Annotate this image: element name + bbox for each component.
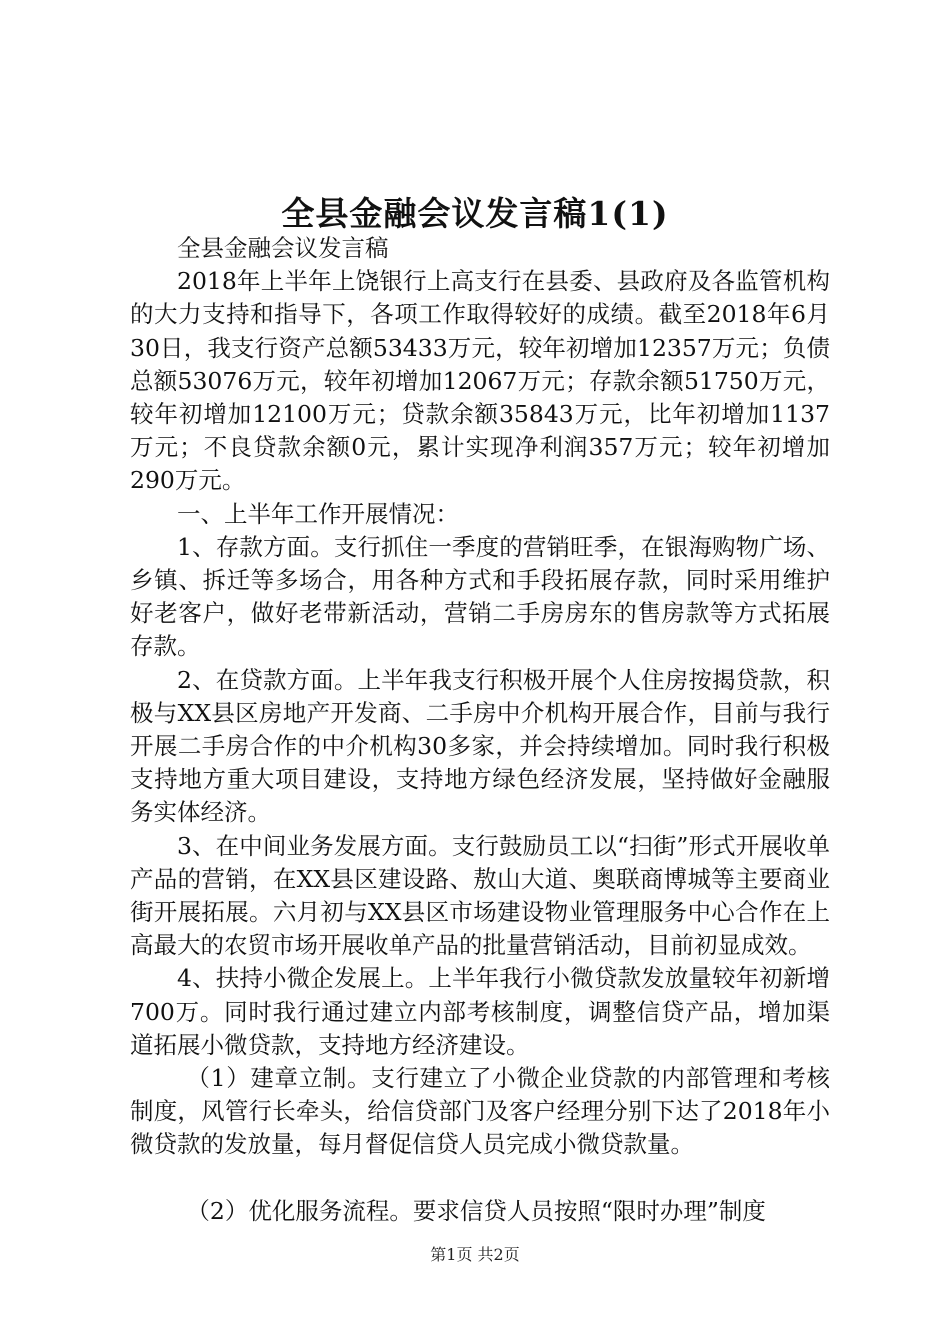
document-title: 全县金融会议发言稿1(1): [281, 194, 669, 233]
paragraph-deposits: 1、存款方面。支行抓住一季度的营销旺季，在银海购物广场、乡镇、拆迁等多场合，用各种方式和手段拓展存款，同时采用维护好老客户，做好老带新活动，营销二手房房东的售房款等方式拓展存款。: [130, 532, 830, 661]
paragraph-intermediary-business: 3、在中间业务发展方面。支行鼓励员工以“扫街”形式开展收单产品的营销，在XX县区建设路、敖山大道、奥联商博城等主要商业街开展拓展。六月初与XX县区市场建设物业管理服务中心合作在上高最大的农贸市场开展收单产品的批量营销活动，目前初显成效。: [130, 831, 830, 960]
paragraph-loans: 2、在贷款方面。上半年我支行积极开展个人住房按揭贷款，积极与XX县区房地产开发商、二手房中介机构开展合作，目前与我行开展二手房合作的中介机构30多家，并会持续增加。同时我行积极支持地方重大项目建设，支持地方绿色经济发展，坚持做好金融服务实体经济。: [130, 665, 830, 827]
paragraph-summary: 2018年上半年上饶银行上高支行在县委、县政府及各监管机构的大力支持和指导下，各项工作取得较好的成绩。截至2018年6月30日，我支行资产总额53433万元，较年初增加12357万元；负债总额53076万元，较年初增加12067万元；存款余额51750万元，较年初增加12100万元；贷款余额35843万元，比年初增加1137万元；不良贷款余额0元，累计实现净利润357万元；较年初增加290万元。: [130, 267, 830, 495]
paragraph-section-heading: 一、上半年工作开展情况：: [177, 499, 459, 528]
paragraph-small-business: 4、扶持小微企发展上。上半年我行小微贷款发放量较年初新增700万。同时我行通过建立内部考核制度，调整信贷产品，增加渠道拓展小微贷款，支持地方经济建设。: [130, 964, 830, 1059]
paragraph-regulations: （1）建章立制。支行建立了小微企业贷款的内部管理和考核制度，风管行长牵头，给信贷部门及客户经理分别下达了2018年小微贷款的发放量，每月督促信贷人员完成小微贷款量。: [130, 1064, 830, 1159]
document-body: [130, 232, 830, 1228]
page-footer: 第1页 共2页: [430, 1245, 520, 1264]
paragraph-service-process: （2）优化服务流程。要求信贷人员按照“限时办理”制度: [186, 1196, 766, 1225]
paragraph-heading: 全县金融会议发言稿: [177, 234, 389, 262]
